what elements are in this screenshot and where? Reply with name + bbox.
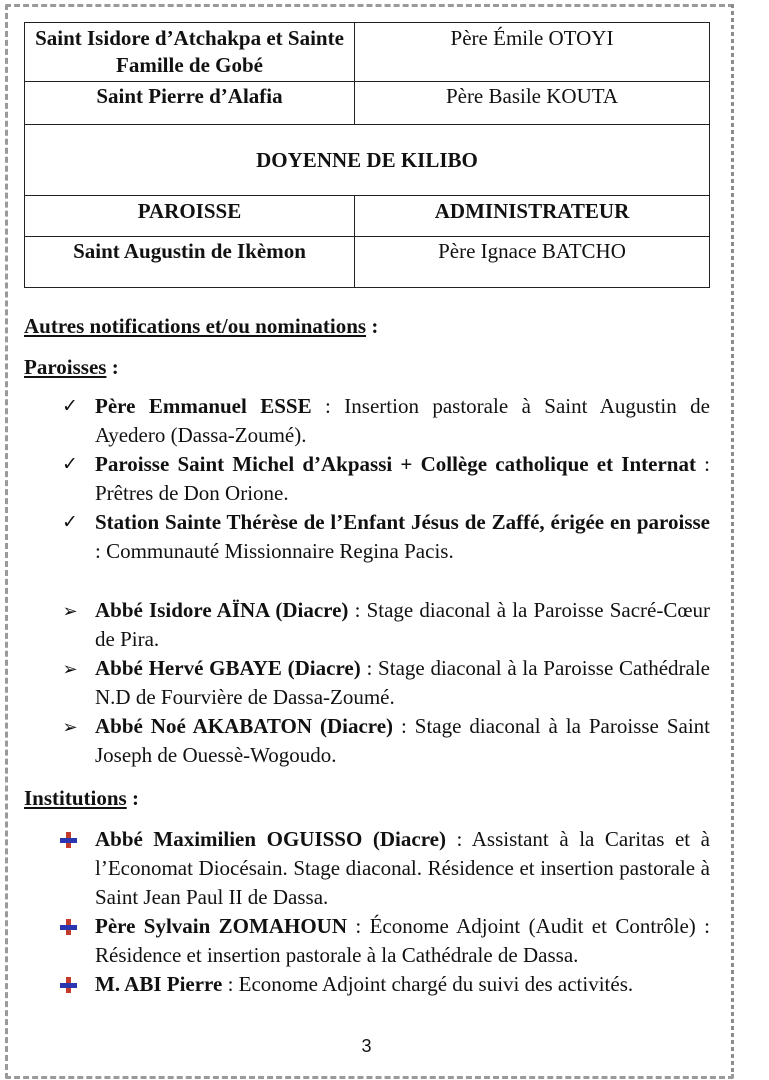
list-item: ✓ Station Sainte Thérèse de l’Enfant Jésus de Zaffé, érigée en paroisse : Communauté Missionnaire Regina Pacis. [24, 508, 710, 566]
list-item: ✓ Paroisse Saint Michel d’Akpassi + Collège catholique et Internat : Prêtres de Don Orione. [24, 450, 710, 508]
notifications-heading: Autres notifications et/ou nominations : [24, 314, 379, 338]
list-item: M. ABI Pierre : Econome Adjoint chargé du suivi des activités. [24, 970, 710, 999]
list-item: ➢ Abbé Noé AKABATON (Diacre) : Stage diaconal à la Paroisse Saint Joseph de Ouessè-Wogoudo. [24, 712, 710, 770]
list-item: ✓ Père Emmanuel ESSE : Insertion pastorale à Saint Augustin de Ayedero (Dassa-Zoumé). [24, 392, 710, 450]
doyenne-title: DOYENNE DE KILIBO [25, 125, 710, 196]
table-row [25, 23, 710, 82]
parish-cell: Saint Augustin de Ikèmon [25, 237, 355, 288]
table-header-row [25, 196, 710, 237]
list-item: ➢ Abbé Hervé GBAYE (Diacre) : Stage diaconal à la Paroisse Cathédrale N.D de Fourvière de Dassa-Zoumé. [24, 654, 710, 712]
check-mark-icon: ✓ [62, 511, 78, 533]
paroisses-heading: Paroisses : [24, 355, 119, 379]
paroisses-arrow-list [24, 596, 710, 770]
administrator-cell: Père Émile OTOYI [355, 23, 710, 82]
table-row [25, 125, 710, 196]
page-number: 3 [361, 1036, 372, 1056]
list-item: ➢ Abbé Isidore AÏNA (Diacre) : Stage diaconal à la Paroisse Sacré-Cœur de Pira. [24, 596, 710, 654]
check-mark-icon: ✓ [62, 395, 78, 417]
nominations-table [24, 22, 710, 288]
arrow-right-icon: ➢ [62, 659, 78, 680]
arrow-right-icon: ➢ [62, 717, 78, 738]
list-item: Père Sylvain ZOMAHOUN : Économe Adjoint (Audit et Contrôle) : Résidence et insertion pastorale à la Cathédrale de Dassa. [24, 912, 710, 970]
list-item: Abbé Maximilien OGUISSO (Diacre) : Assistant à la Caritas et à l’Economat Diocésain. Stage diaconal. Résidence et insertion pastorale à Saint Jean Paul II de Dassa. [24, 825, 710, 912]
arrow-right-icon: ➢ [62, 601, 78, 622]
administrator-cell: Père Basile KOUTA [355, 82, 710, 125]
document-body [24, 312, 710, 999]
column-header-administrateur: ADMINISTRATEUR [355, 196, 710, 237]
parish-cell: Saint Pierre d’Alafia [25, 82, 355, 125]
parish-cell: Saint Isidore d’Atchakpa et Sainte Famille de Gobé [25, 23, 355, 82]
check-mark-icon: ✓ [62, 453, 78, 475]
institutions-list [24, 825, 710, 999]
table-row [25, 237, 710, 288]
administrator-cell: Père Ignace BATCHO [355, 237, 710, 288]
institutions-heading: Institutions : [24, 786, 139, 810]
page-border-right [731, 4, 734, 1074]
paroisses-check-list [24, 392, 710, 566]
table-row [25, 82, 710, 125]
column-header-paroisse: PAROISSE [25, 196, 355, 237]
